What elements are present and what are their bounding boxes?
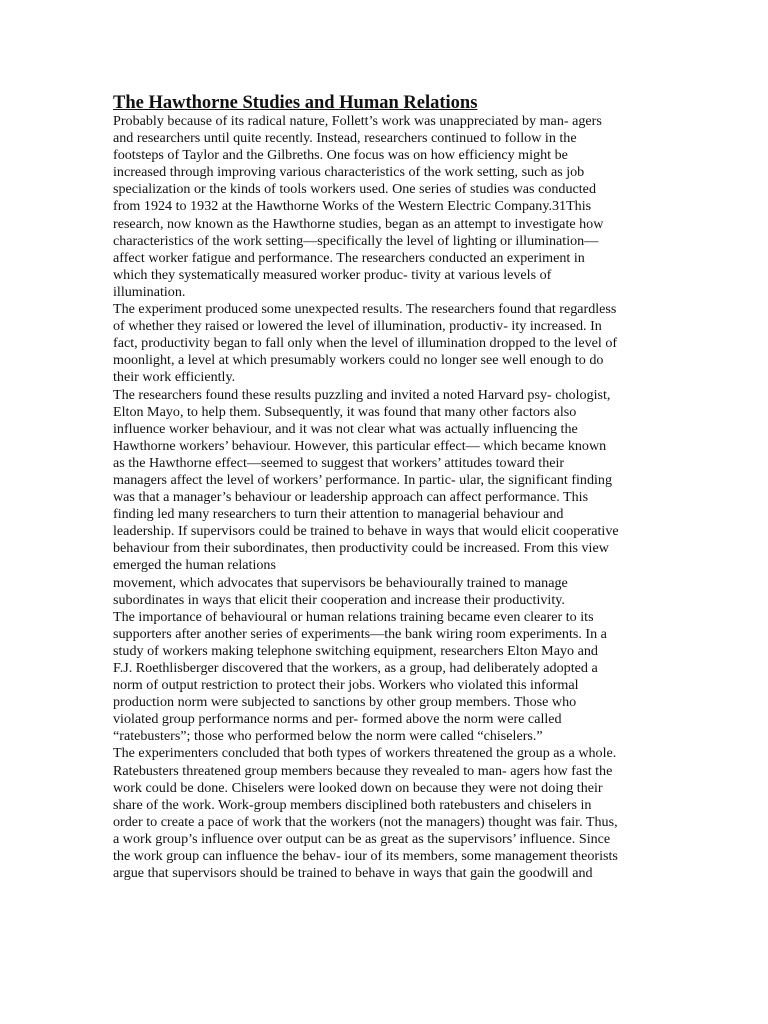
text-line: supporters after another series of experiments—the bank wiring room experiments. In a <box>113 625 607 642</box>
document-title: The Hawthorne Studies and Human Relations <box>113 93 478 113</box>
text-line: fact, productivity began to fall only when the level of illumination dropped to the level of <box>113 335 618 352</box>
text-line: as the Hawthorne effect—seemed to suggest that workers’ attitudes toward their <box>113 454 565 471</box>
text-line: was that a manager’s behaviour or leadership approach can affect performance. This <box>113 489 589 506</box>
text-line: their work efficiently. <box>113 369 236 386</box>
text-line: leadership. If supervisors could be trained to behave in ways that would elicit cooperative <box>113 523 619 540</box>
text-line: specialization or the kinds of tools workers used. One series of studies was conducted <box>113 181 596 198</box>
text-line: characteristics of the work setting—specifically the level of lighting or illumination— <box>113 232 599 249</box>
text-line: which they systematically measured worker produc- tivity at various levels of <box>113 266 552 283</box>
text-line: moonlight, a level at which presumably workers could no longer see well enough to do <box>113 352 604 369</box>
text-line: affect worker fatigue and performance. The researchers conducted an experiment in <box>113 249 585 266</box>
text-line: argue that supervisors should be trained to behave in ways that gain the goodwill and <box>113 865 593 882</box>
text-line: and researchers until quite recently. Instead, researchers continued to follow in the <box>113 130 577 147</box>
text-line: managers affect the level of workers’ performance. In partic- ular, the significant finding <box>113 471 613 488</box>
text-line: research, now known as the Hawthorne studies, began as an attempt to investigate how <box>113 215 604 232</box>
text-line: finding led many researchers to turn their attention to managerial behaviour and <box>113 506 564 523</box>
text-line: The researchers found these results puzzling and invited a noted Harvard psy- chologist, <box>113 386 611 403</box>
text-line: F.J. Roethlisberger discovered that the workers, as a group, had deliberately adopted a <box>113 660 598 676</box>
text-line: share of the work. Work-group members disciplined both ratebusters and chiselers in <box>113 796 592 813</box>
text-line: increased through improving various characteristics of the work setting, such as job <box>113 164 585 181</box>
text-line: work could be done. Chiselers were looked down on because they were not doing their <box>113 779 603 796</box>
document-body <box>113 94 658 882</box>
text-line: Hawthorne workers’ behaviour. However, this particular effect— which became known <box>113 437 607 454</box>
text-line: a work group’s influence over output can be as great as the supervisors’ influence. Since <box>113 830 611 847</box>
text-line: order to create a pace of work that the workers (not the managers) thought was fair. Thus, <box>113 813 618 830</box>
text-line: movement, which advocates that supervisors be behaviourally trained to manage <box>113 574 568 591</box>
text-line: violated group performance norms and per- formed above the norm were called <box>113 711 562 728</box>
text-line: norm of output restriction to protect their jobs. Workers who violated this informal <box>113 677 579 694</box>
text-line: illumination. <box>113 283 186 300</box>
text-line: The importance of behavioural or human relations training became even clearer to its <box>113 608 594 625</box>
text-line: emerged the human relations <box>113 557 276 574</box>
text-line: from 1924 to 1932 at the Hawthorne Works of the Western Electric Company.31This <box>113 198 592 215</box>
text-line: of whether they raised or lowered the level of illumination, productiv- ity increased. In <box>113 318 602 335</box>
text-line: The experimenters concluded that both types of workers threatened the group as a whole. <box>113 745 617 762</box>
text-line: production norm were subjected to sanctions by other group members. Those who <box>113 694 577 711</box>
text-line: study of workers making telephone switching equipment, researchers Elton Mayo and <box>113 642 598 659</box>
text-line: behaviour from their subordinates, then productivity could be increased. From this view <box>113 540 609 557</box>
text-line: Elton Mayo, to help them. Subsequently, it was found that many other factors also <box>113 403 577 420</box>
text-line: Ratebusters threatened group members because they revealed to man- agers how fast the <box>113 762 613 779</box>
text-line: “ratebusters”; those who performed below the norm were called “chiselers.” <box>113 728 543 745</box>
document-text <box>113 113 658 882</box>
text-line: The experiment produced some unexpected results. The researchers found that regardless <box>113 301 617 318</box>
text-line: footsteps of Taylor and the Gilbreths. One focus was on how efficiency might be <box>113 147 568 164</box>
text-line: Probably because of its radical nature, Follett’s work was unappreciated by man- agers <box>113 113 602 129</box>
text-line: the work group can influence the behav- iour of its members, some management theorists <box>113 848 618 865</box>
text-line: influence worker behaviour, and it was not clear what was actually influencing the <box>113 420 578 437</box>
text-line: subordinates in ways that elicit their cooperation and increase their productivity. <box>113 591 565 608</box>
